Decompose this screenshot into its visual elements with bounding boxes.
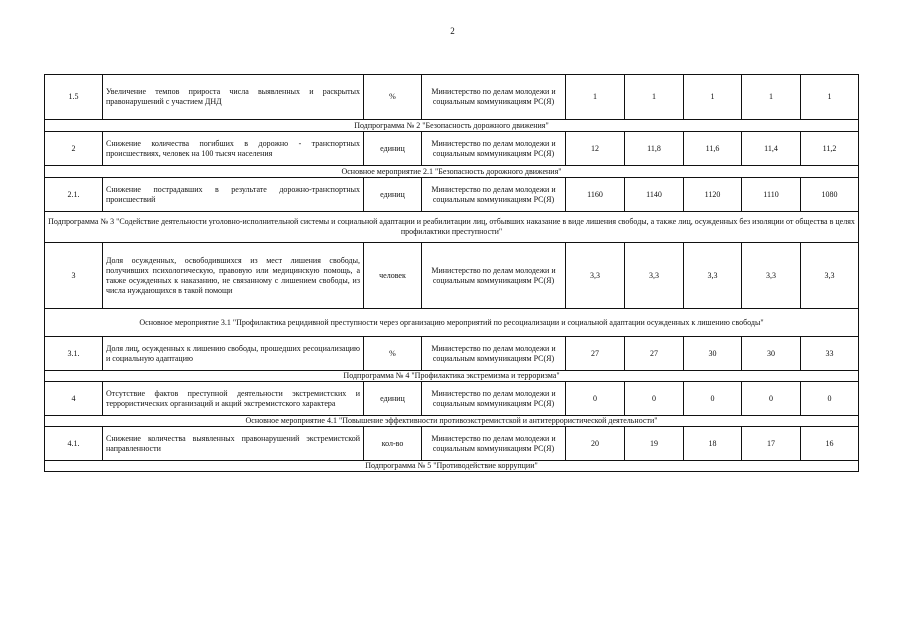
unit-of-measure: % bbox=[364, 75, 422, 120]
responsible-executor: Министерство по делам молодежи и социальным коммуникациям РС(Я) bbox=[422, 75, 566, 120]
section-title: Основное мероприятие 2.1 "Безопасность дорожного движения" bbox=[45, 166, 859, 178]
indicator-value: 11,6 bbox=[684, 132, 742, 166]
section-title: Подпрограмма № 5 "Противодействие коррупции" bbox=[45, 461, 859, 472]
table-row bbox=[45, 337, 859, 371]
indicator-value: 27 bbox=[625, 337, 684, 371]
table-row bbox=[45, 243, 859, 309]
indicator-value: 19 bbox=[625, 427, 684, 461]
indicator-name: Снижение количества выявленных правонарушений экстремистской направленности bbox=[103, 427, 364, 461]
section-title: Подпрограмма № 2 "Безопасность дорожного движения" bbox=[45, 120, 859, 132]
indicator-value: 18 bbox=[684, 427, 742, 461]
indicator-value: 1110 bbox=[742, 178, 801, 212]
indicator-value: 1 bbox=[742, 75, 801, 120]
section-header-row bbox=[45, 212, 859, 243]
indicator-name: Доля лиц, осужденных к лишению свободы, прошедших ресоциализацию и социальную адаптацию bbox=[103, 337, 364, 371]
section-header-row bbox=[45, 309, 859, 337]
indicator-name: Отсутствие фактов преступной деятельности экстремистских и террористических организаций и акций экстремистского характера bbox=[103, 382, 364, 416]
row-number: 2 bbox=[45, 132, 103, 166]
indicators-table bbox=[44, 74, 859, 472]
indicator-value: 30 bbox=[684, 337, 742, 371]
row-number: 1.5 bbox=[45, 75, 103, 120]
responsible-executor: Министерство по делам молодежи и социальным коммуникациям РС(Я) bbox=[422, 132, 566, 166]
indicator-value: 1140 bbox=[625, 178, 684, 212]
indicator-value: 11,2 bbox=[801, 132, 859, 166]
table-row bbox=[45, 132, 859, 166]
indicator-value: 30 bbox=[742, 337, 801, 371]
indicator-name: Снижение пострадавших в результате дорожно-транспортных происшествий bbox=[103, 178, 364, 212]
section-header-row bbox=[45, 166, 859, 178]
indicator-value: 12 bbox=[566, 132, 625, 166]
responsible-executor: Министерство по делам молодежи и социальным коммуникациям РС(Я) bbox=[422, 337, 566, 371]
unit-of-measure: человек bbox=[364, 243, 422, 309]
indicator-value: 1 bbox=[566, 75, 625, 120]
table-row bbox=[45, 382, 859, 416]
row-number: 3.1. bbox=[45, 337, 103, 371]
section-title: Основное мероприятие 3.1 "Профилактика рецидивной преступности через организацию мероприятий по ресоциализации и социальной адаптации осужденных к лишению свободы" bbox=[45, 309, 859, 337]
unit-of-measure: % bbox=[364, 337, 422, 371]
indicator-value: 3,3 bbox=[625, 243, 684, 309]
indicator-value: 3,3 bbox=[742, 243, 801, 309]
table-row bbox=[45, 427, 859, 461]
indicator-value: 1 bbox=[684, 75, 742, 120]
indicator-value: 0 bbox=[625, 382, 684, 416]
indicator-name: Увеличение темпов прироста числа выявленных и раскрытых правонарушений с участием ДНД bbox=[103, 75, 364, 120]
unit-of-measure: кол-во bbox=[364, 427, 422, 461]
indicator-value: 3,3 bbox=[684, 243, 742, 309]
indicator-value: 1 bbox=[801, 75, 859, 120]
indicator-value: 20 bbox=[566, 427, 625, 461]
unit-of-measure: единиц bbox=[364, 132, 422, 166]
indicator-value: 17 bbox=[742, 427, 801, 461]
indicator-value: 1160 bbox=[566, 178, 625, 212]
unit-of-measure: единиц bbox=[364, 382, 422, 416]
responsible-executor: Министерство по делам молодежи и социальным коммуникациям РС(Я) bbox=[422, 243, 566, 309]
indicator-name: Доля осужденных, освободившихся из мест лишения свободы, получивших психологическую, правовую или медицинскую помощь, а также осужденных к наказанию, не связанному с лишением свободы, из числа нуждающихся в такой помощи bbox=[103, 243, 364, 309]
indicator-value: 27 bbox=[566, 337, 625, 371]
indicator-value: 11,4 bbox=[742, 132, 801, 166]
section-header-row bbox=[45, 461, 859, 472]
indicator-value: 0 bbox=[566, 382, 625, 416]
unit-of-measure: единиц bbox=[364, 178, 422, 212]
responsible-executor: Министерство по делам молодежи и социальным коммуникациям РС(Я) bbox=[422, 178, 566, 212]
section-header-row bbox=[45, 416, 859, 427]
row-number: 3 bbox=[45, 243, 103, 309]
indicator-value: 11,8 bbox=[625, 132, 684, 166]
indicator-value: 3,3 bbox=[566, 243, 625, 309]
indicator-value: 1120 bbox=[684, 178, 742, 212]
section-header-row bbox=[45, 371, 859, 382]
responsible-executor: Министерство по делам молодежи и социальным коммуникациям РС(Я) bbox=[422, 382, 566, 416]
indicator-name: Снижение количества погибших в дорожно - транспортных происшествиях, человек на 100 тысяч населения bbox=[103, 132, 364, 166]
row-number: 4 bbox=[45, 382, 103, 416]
row-number: 4.1. bbox=[45, 427, 103, 461]
table-row bbox=[45, 75, 859, 120]
responsible-executor: Министерство по делам молодежи и социальным коммуникациям РС(Я) bbox=[422, 427, 566, 461]
indicator-value: 0 bbox=[742, 382, 801, 416]
indicator-value: 3,3 bbox=[801, 243, 859, 309]
indicator-value: 16 bbox=[801, 427, 859, 461]
section-title: Подпрограмма № 4 "Профилактика экстремизма и терроризма" bbox=[45, 371, 859, 382]
section-title: Подпрограмма № 3 "Содействие деятельности уголовно-исполнительной системы и социальной адаптации и реабилитации лиц, отбывших наказание в виде лишения свободы, а также лиц, осужденных без изоляции от общества в целях профилактики преступности" bbox=[45, 212, 859, 243]
row-number: 2.1. bbox=[45, 178, 103, 212]
indicator-value: 1 bbox=[625, 75, 684, 120]
indicator-value: 33 bbox=[801, 337, 859, 371]
table-row bbox=[45, 178, 859, 212]
page-number: 2 bbox=[450, 26, 455, 36]
section-header-row bbox=[45, 120, 859, 132]
section-title: Основное мероприятие 4.1 "Повышение эффективности противоэкстремистской и антитеррористической деятельности" bbox=[45, 416, 859, 427]
indicator-value: 0 bbox=[801, 382, 859, 416]
indicator-value: 1080 bbox=[801, 178, 859, 212]
indicator-value: 0 bbox=[684, 382, 742, 416]
